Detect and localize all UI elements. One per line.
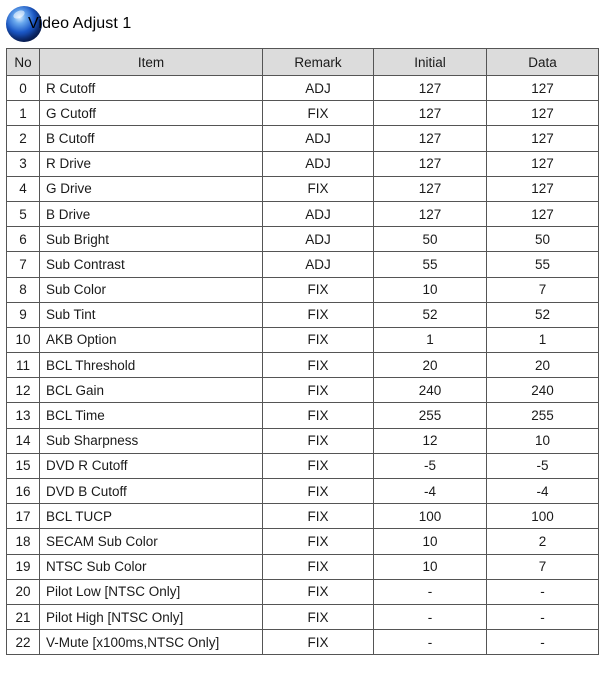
cell-data: - [487, 604, 599, 629]
cell-remark: FIX [263, 554, 374, 579]
cell-item: G Drive [40, 176, 263, 201]
cell-item: B Drive [40, 201, 263, 226]
cell-remark: ADJ [263, 201, 374, 226]
video-adjust-table [6, 48, 599, 655]
cell-data: 127 [487, 76, 599, 101]
cell-item: G Cutoff [40, 101, 263, 126]
cell-remark: FIX [263, 453, 374, 478]
cell-item: SECAM Sub Color [40, 529, 263, 554]
table-row [7, 277, 599, 302]
cell-remark: FIX [263, 353, 374, 378]
cell-remark: FIX [263, 579, 374, 604]
table-row [7, 302, 599, 327]
table-row [7, 151, 599, 176]
cell-no: 15 [7, 453, 40, 478]
cell-no: 0 [7, 76, 40, 101]
cell-initial: 100 [374, 504, 487, 529]
cell-no: 6 [7, 227, 40, 252]
cell-no: 11 [7, 353, 40, 378]
cell-no: 8 [7, 277, 40, 302]
cell-item: BCL Threshold [40, 353, 263, 378]
cell-item: BCL TUCP [40, 504, 263, 529]
cell-data: 255 [487, 403, 599, 428]
cell-no: 1 [7, 101, 40, 126]
cell-item: Sub Contrast [40, 252, 263, 277]
cell-no: 13 [7, 403, 40, 428]
table-body [7, 76, 599, 655]
cell-no: 12 [7, 378, 40, 403]
cell-initial: 127 [374, 176, 487, 201]
cell-no: 7 [7, 252, 40, 277]
cell-no: 19 [7, 554, 40, 579]
table-row [7, 504, 599, 529]
cell-initial: 55 [374, 252, 487, 277]
cell-item: Sub Color [40, 277, 263, 302]
table-row [7, 554, 599, 579]
cell-remark: ADJ [263, 227, 374, 252]
cell-item: B Cutoff [40, 126, 263, 151]
cell-remark: FIX [263, 428, 374, 453]
column-header-no: No [7, 49, 40, 76]
column-header-initial: Initial [374, 49, 487, 76]
column-header-data: Data [487, 49, 599, 76]
table-row [7, 579, 599, 604]
cell-remark: FIX [263, 302, 374, 327]
cell-initial: - [374, 604, 487, 629]
cell-data: 240 [487, 378, 599, 403]
cell-item: Sub Sharpness [40, 428, 263, 453]
cell-initial: -4 [374, 479, 487, 504]
cell-initial: 240 [374, 378, 487, 403]
table-row [7, 176, 599, 201]
cell-no: 16 [7, 479, 40, 504]
cell-data: 50 [487, 227, 599, 252]
table-row [7, 126, 599, 151]
cell-data: 127 [487, 101, 599, 126]
cell-remark: ADJ [263, 126, 374, 151]
cell-data: 7 [487, 554, 599, 579]
cell-initial: 50 [374, 227, 487, 252]
cell-item: Pilot High [NTSC Only] [40, 604, 263, 629]
cell-data: - [487, 579, 599, 604]
cell-initial: 127 [374, 76, 487, 101]
cell-remark: FIX [263, 630, 374, 655]
cell-no: 18 [7, 529, 40, 554]
cell-data: 127 [487, 176, 599, 201]
cell-data: 7 [487, 277, 599, 302]
table-row [7, 403, 599, 428]
cell-remark: FIX [263, 327, 374, 352]
cell-initial: 127 [374, 126, 487, 151]
page-header [6, 6, 131, 42]
cell-no: 20 [7, 579, 40, 604]
cell-no: 9 [7, 302, 40, 327]
cell-initial: 127 [374, 151, 487, 176]
column-header-remark: Remark [263, 49, 374, 76]
cell-data: 2 [487, 529, 599, 554]
table-row [7, 353, 599, 378]
cell-data: 1 [487, 327, 599, 352]
cell-no: 21 [7, 604, 40, 629]
cell-initial: 255 [374, 403, 487, 428]
page-title: Video Adjust 1 [28, 15, 132, 32]
cell-item: BCL Gain [40, 378, 263, 403]
cell-data: 127 [487, 126, 599, 151]
cell-remark: FIX [263, 403, 374, 428]
cell-no: 5 [7, 201, 40, 226]
cell-data: 20 [487, 353, 599, 378]
cell-initial: - [374, 579, 487, 604]
cell-item: Sub Bright [40, 227, 263, 252]
cell-initial: 10 [374, 554, 487, 579]
cell-item: V-Mute [x100ms,NTSC Only] [40, 630, 263, 655]
cell-data: - [487, 630, 599, 655]
cell-no: 4 [7, 176, 40, 201]
cell-remark: ADJ [263, 252, 374, 277]
cell-remark: FIX [263, 378, 374, 403]
cell-item: R Drive [40, 151, 263, 176]
table-row [7, 453, 599, 478]
cell-item: NTSC Sub Color [40, 554, 263, 579]
column-header-item: Item [40, 49, 263, 76]
cell-data: 55 [487, 252, 599, 277]
table-row [7, 604, 599, 629]
table-row [7, 327, 599, 352]
cell-item: Sub Tint [40, 302, 263, 327]
cell-item: R Cutoff [40, 76, 263, 101]
cell-data: -4 [487, 479, 599, 504]
cell-data: 100 [487, 504, 599, 529]
cell-item: Pilot Low [NTSC Only] [40, 579, 263, 604]
cell-remark: ADJ [263, 76, 374, 101]
cell-data: 10 [487, 428, 599, 453]
table-row [7, 479, 599, 504]
cell-remark: FIX [263, 479, 374, 504]
cell-initial: - [374, 630, 487, 655]
cell-no: 17 [7, 504, 40, 529]
table-row [7, 76, 599, 101]
table-row [7, 227, 599, 252]
cell-initial: 127 [374, 101, 487, 126]
cell-data: -5 [487, 453, 599, 478]
cell-remark: FIX [263, 504, 374, 529]
table-row [7, 101, 599, 126]
cell-initial: 127 [374, 201, 487, 226]
cell-initial: 1 [374, 327, 487, 352]
table-row [7, 428, 599, 453]
cell-remark: ADJ [263, 151, 374, 176]
cell-no: 3 [7, 151, 40, 176]
table-header-row [7, 49, 599, 76]
cell-initial: 10 [374, 529, 487, 554]
cell-no: 2 [7, 126, 40, 151]
cell-remark: FIX [263, 277, 374, 302]
cell-remark: FIX [263, 101, 374, 126]
cell-item: DVD R Cutoff [40, 453, 263, 478]
table-row [7, 630, 599, 655]
cell-initial: 52 [374, 302, 487, 327]
cell-data: 127 [487, 151, 599, 176]
table-row [7, 529, 599, 554]
cell-no: 14 [7, 428, 40, 453]
cell-no: 10 [7, 327, 40, 352]
cell-data: 127 [487, 201, 599, 226]
cell-initial: -5 [374, 453, 487, 478]
cell-no: 22 [7, 630, 40, 655]
table-row [7, 201, 599, 226]
cell-initial: 10 [374, 277, 487, 302]
table-row [7, 378, 599, 403]
cell-remark: FIX [263, 529, 374, 554]
cell-initial: 12 [374, 428, 487, 453]
cell-initial: 20 [374, 353, 487, 378]
cell-remark: FIX [263, 604, 374, 629]
cell-remark: FIX [263, 176, 374, 201]
cell-item: DVD B Cutoff [40, 479, 263, 504]
cell-data: 52 [487, 302, 599, 327]
cell-item: AKB Option [40, 327, 263, 352]
table-row [7, 252, 599, 277]
cell-item: BCL Time [40, 403, 263, 428]
